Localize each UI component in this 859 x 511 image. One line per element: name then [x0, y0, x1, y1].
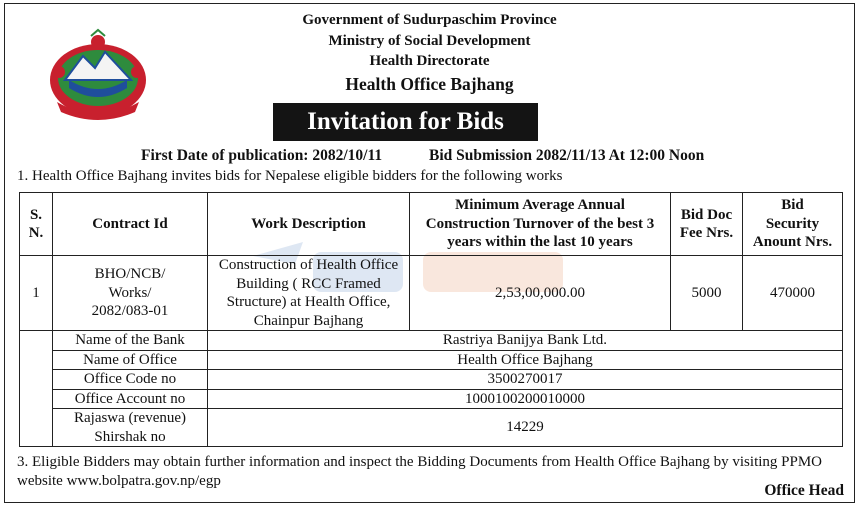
bank-value: Health Office Bajhang — [208, 350, 843, 370]
bank-value: 1000100200010000 — [208, 389, 843, 409]
bank-label: Name of Office — [53, 350, 208, 370]
header-contract-id: Contract Id — [53, 193, 208, 256]
header-sn: S. N. — [20, 193, 53, 256]
bank-label: Name of the Bank — [53, 331, 208, 351]
table-row — [20, 256, 843, 331]
bank-label: Office Account no — [53, 389, 208, 409]
table-header-row — [20, 193, 843, 256]
cell-bid-security: 470000 — [743, 256, 843, 331]
directorate-name: Health Directorate — [369, 53, 490, 69]
government-name: Government of Sudurpaschim Province — [302, 12, 557, 28]
first-publication-date: First Date of publication: 2082/10/11 — [141, 147, 383, 164]
cell-sn: 1 — [20, 256, 53, 331]
signature-office-head: Office Head — [764, 482, 844, 499]
cell-work-description: Construction of Health Office Building ( RCC Framed Structure) at Health Office, Chainpur Bajhang — [208, 256, 410, 331]
cell-contract-id: BHO/NCB/ Works/ 2082/083-01 — [53, 256, 208, 331]
header-turnover: Minimum Average Annual Construction Turnover of the best 3 years within the last 10 years — [410, 193, 671, 256]
intro-paragraph: 1. Health Office Bajhang invites bids for Nepalese eligible bidders for the following works — [17, 168, 563, 184]
bank-label: Rajaswa (revenue) Shirshak no — [53, 409, 208, 447]
bank-value: 3500270017 — [208, 370, 843, 390]
header-bid-security: Bid Security Anount Nrs. — [743, 193, 843, 256]
office-name: Health Office Bajhang — [345, 73, 514, 94]
cell-turnover: 2,53,00,000.00 — [410, 256, 671, 331]
further-info-note: 3. Eligible Bidders may obtain further information and inspect the Bidding Documents from Health Office Bajhang by visiting PPMO website www.bolpatra.gov.np/egp — [17, 454, 823, 489]
header-bid-doc-fee: Bid Doc Fee Nrs. — [671, 193, 743, 256]
bank-row-office-code — [20, 370, 843, 390]
bid-table — [19, 192, 843, 447]
ministry-name: Ministry of Social Development — [328, 32, 531, 49]
bank-row-name — [20, 331, 843, 351]
header-work-description: Work Description — [208, 193, 410, 256]
bid-submission-date: Bid Submission 2082/11/13 At 12:00 Noon — [429, 147, 705, 164]
bank-value: Rastriya Banijya Bank Ltd. — [208, 331, 843, 351]
bank-label: Office Code no — [53, 370, 208, 390]
bank-row-account — [20, 389, 843, 409]
bank-row-office-name — [20, 350, 843, 370]
bid-notice — [4, 3, 855, 503]
bank-details — [20, 331, 843, 447]
notice-title: Invitation for Bids — [273, 103, 538, 141]
cell-bid-doc-fee: 5000 — [671, 256, 743, 331]
bank-row-revenue-head — [20, 409, 843, 447]
bank-value: 14229 — [208, 409, 843, 447]
issuer-header — [5, 10, 854, 96]
